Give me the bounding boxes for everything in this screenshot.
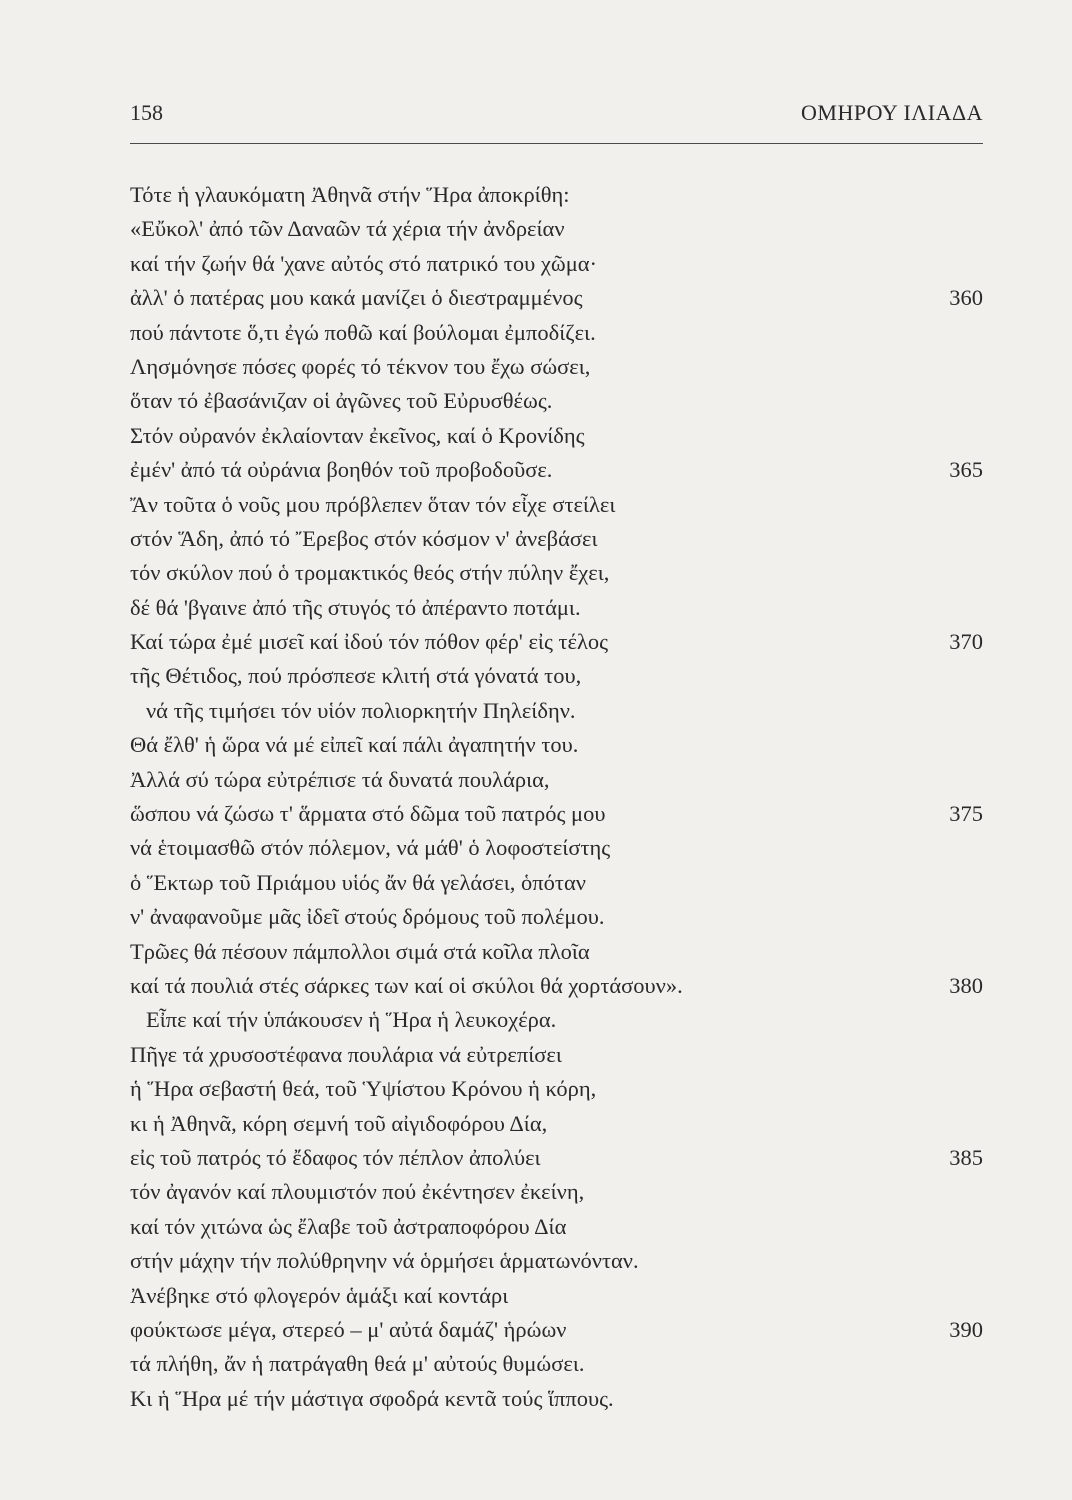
verse-text: Ἄν τοῦτα ὁ νοῦς μου πρόβλεπεν ὅταν τόν εἶχε στείλει (130, 491, 616, 517)
verse-text: στόν Ἅδη, ἀπό τό Ἔρεβος στόν κόσμον ν' ἀνεβάσει (130, 525, 598, 551)
line-number: 380 (949, 972, 983, 998)
verse-text: Εἶπε καί τήν ὑπάκουσεν ἡ Ἥρα ἡ λευκοχέρα. (146, 1007, 557, 1033)
verse-line (130, 1347, 983, 1381)
verse-text: φούκτωσε μέγα, στερεό – μ' αὐτά δαμάζ' ἡρώων (130, 1316, 567, 1342)
line-number: 385 (949, 1144, 983, 1170)
verse-line (130, 1175, 983, 1209)
verse-text: Στόν οὐρανόν ἐκλαίονταν ἐκεῖνος, καί ὁ Κρονίδης (130, 422, 585, 448)
verse-text: ν' ἀναφανοῦμε μᾶς ἰδεῖ στούς δρόμους τοῦ πολέμου. (130, 904, 605, 930)
verse-block (130, 178, 983, 1416)
verse-line (130, 1244, 983, 1278)
verse-line (130, 728, 983, 762)
line-number: 390 (949, 1316, 983, 1342)
verse-line (130, 556, 983, 590)
verse-line (130, 694, 983, 728)
verse-line (130, 212, 983, 246)
verse-text: ὁ Ἕκτωρ τοῦ Πριάμου υἱός ἄν θά γελάσει, ὁπόταν (130, 869, 586, 895)
verse-line (130, 178, 983, 212)
verse-text: Τότε ἡ γλαυκόματη Ἀθηνᾶ στήν Ἥρα ἀποκρίθη: (130, 182, 570, 207)
verse-line (130, 900, 983, 934)
verse-text: τόν σκύλον πού ὁ τρομακτικός θεός στήν πύλην ἔχει, (130, 560, 610, 586)
verse-text: ἡ Ἥρα σεβαστή θεά, τοῦ Ὑψίστου Κρόνου ἡ κόρη, (130, 1076, 597, 1102)
verse-text: Καί τώρα ἐμέ μισεῖ καί ἰδού τόν πόθον φέρ' εἰς τέλος (130, 629, 609, 655)
verse-text: καί τήν ζωήν θά 'χανε αὐτός στό πατρικό του χῶμα· (130, 250, 598, 276)
verse-text: νά τῆς τιμήσει τόν υἱόν πολιορκητήν Πηλείδην. (146, 697, 576, 723)
verse-line (130, 1141, 983, 1175)
verse-text: τόν ἀγανόν καί πλουμιστόν πού ἐκέντησεν ἐκείνη, (130, 1179, 585, 1205)
verse-text: ὅταν τό ἐβασάνιζαν οἱ ἀγῶνες τοῦ Εὐρυσθέως. (130, 388, 553, 414)
line-number: 360 (949, 285, 983, 311)
verse-line (130, 763, 983, 797)
verse-text: Θά ἔλθ' ἡ ὥρα νά μέ εἰπεῖ καί πάλι ἀγαπητήν του. (130, 732, 579, 758)
running-title: ΟΜΗΡΟΥ ΙΛΙΑΔΑ (801, 100, 983, 125)
verse-text: τῆς Θέτιδος, πού πρόσπεσε κλιτή στά γόνατά του, (130, 663, 582, 689)
verse-text: νά ἑτοιμασθῶ στόν πόλεμον, νά μάθ' ὁ λοφοστείστης (130, 835, 611, 861)
verse-line (130, 866, 983, 900)
line-number: 365 (949, 457, 983, 483)
verse-line (130, 247, 983, 281)
verse-text: στήν μάχην τήν πολύθρηνην νά ὁρμήσει ἁρματωνόνταν. (130, 1248, 639, 1274)
verse-line (130, 969, 983, 1003)
verse-line (130, 1382, 983, 1416)
verse-text: ἐμέν' ἀπό τά οὐράνια βοηθόν τοῦ προβοδοῦσε. (130, 457, 553, 483)
verse-line (130, 1210, 983, 1244)
line-number: 375 (949, 801, 983, 827)
verse-line (130, 1313, 983, 1347)
verse-line (130, 316, 983, 350)
verse-text: «Εὔκολ' ἀπό τῶν Δαναῶν τά χέρια τήν ἀνδρείαν (130, 216, 565, 242)
verse-text: Τρῶες θά πέσουν πάμπολλοι σιμά στά κοῖλα πλοῖα (130, 938, 590, 964)
verse-line (130, 350, 983, 384)
header-rule (130, 143, 983, 144)
verse-line (130, 1107, 983, 1141)
verse-line (130, 1072, 983, 1106)
verse-text: ὥσπου νά ζώσω τ' ἅρματα στό δῶμα τοῦ πατρός μου (130, 801, 606, 827)
verse-line (130, 831, 983, 865)
verse-text: πού πάντοτε ὅ,τι ἐγώ ποθῶ καί βούλομαι ἐμποδίζει. (130, 319, 596, 345)
line-number: 370 (949, 629, 983, 655)
verse-text: καί τόν χιτώνα ὡς ἔλαβε τοῦ ἀστραποφόρου Δία (130, 1213, 567, 1239)
verse-text: Πῆγε τά χρυσοστέφανα πουλάρια νά εὐτρεπίσει (130, 1041, 562, 1067)
verse-line (130, 625, 983, 659)
verse-line (130, 659, 983, 693)
verse-line (130, 1279, 983, 1313)
verse-line (130, 419, 983, 453)
verse-line (130, 1038, 983, 1072)
verse-text: τά πλήθη, ἄν ἡ πατράγαθη θεά μ' αὐτούς θυμώσει. (130, 1351, 585, 1377)
verse-text: ἀλλ' ὁ πατέρας μου κακά μανίζει ὁ διεστραμμένος (130, 285, 583, 311)
verse-line (130, 453, 983, 487)
page-number: 158 (130, 100, 163, 125)
verse-text: δέ θά 'βγαινε ἀπό τῆς στυγός τό ἀπέραντο ποτάμι. (130, 594, 581, 620)
verse-line (130, 935, 983, 969)
verse-line (130, 591, 983, 625)
verse-text: κι ἡ Ἀθηνᾶ, κόρη σεμνή τοῦ αἰγιδοφόρου Δία, (130, 1110, 548, 1136)
verse-line (130, 281, 983, 315)
verse-text: εἰς τοῦ πατρός τό ἔδαφος τόν πέπλον ἀπολύει (130, 1144, 541, 1170)
verse-text: Κι ἡ Ἥρα μέ τήν μάστιγα σφοδρά κεντᾶ τούς ἵππους. (130, 1385, 614, 1411)
verse-line (130, 797, 983, 831)
verse-text: καί τά πουλιά στές σάρκες των καί οἱ σκύλοι θά χορτάσουν». (130, 972, 683, 998)
verse-line (130, 488, 983, 522)
page-header (130, 100, 983, 134)
verse-line (130, 384, 983, 418)
verse-text: Λησμόνησε πόσες φορές τό τέκνον του ἔχω σώσει, (130, 353, 591, 379)
verse-line (130, 522, 983, 556)
verse-text: Ἀλλά σύ τώρα εὐτρέπισε τά δυνατά πουλάρια, (130, 766, 550, 792)
verse-text: Ἀνέβηκε στό φλογερόν ἁμάξι καί κοντάρι (130, 1282, 509, 1308)
verse-line (130, 1003, 983, 1037)
